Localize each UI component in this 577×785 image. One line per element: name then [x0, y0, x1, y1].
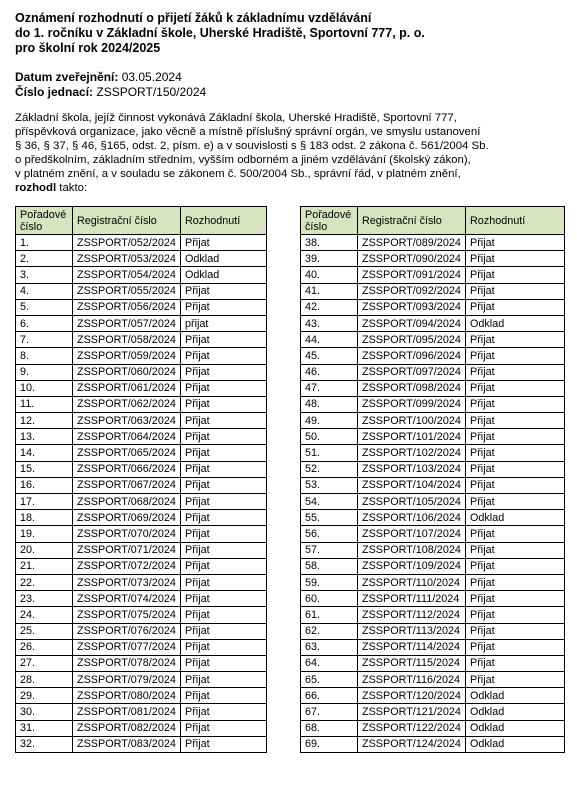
cell-decision: Přijat: [181, 639, 267, 655]
intro-paragraph: [15, 111, 563, 195]
table-header-row: [16, 207, 267, 235]
cell-order: 53.: [301, 477, 358, 493]
table-row: [16, 542, 267, 558]
header-decision: Rozhodnutí: [181, 207, 267, 235]
cell-decision: Přijat: [181, 283, 267, 299]
cell-decision: Přijat: [181, 574, 267, 590]
cell-registration: ZSSPORT/092/2024: [358, 283, 466, 299]
table-row: [301, 494, 565, 510]
cell-decision: Odklad: [466, 720, 565, 736]
table-row: [301, 510, 565, 526]
cell-registration: ZSSPORT/063/2024: [73, 413, 181, 429]
cell-decision: Přijat: [466, 396, 565, 412]
header-registration: Registrační číslo: [73, 207, 181, 235]
table-row: [16, 704, 267, 720]
table-row: [16, 283, 267, 299]
cell-order: 4.: [16, 283, 73, 299]
cell-registration: ZSSPORT/077/2024: [73, 639, 181, 655]
cell-decision: Přijat: [466, 607, 565, 623]
cell-registration: ZSSPORT/109/2024: [358, 558, 466, 574]
cell-order: 24.: [16, 607, 73, 623]
cell-decision: Odklad: [466, 315, 565, 331]
header-order: Pořadové číslo: [16, 207, 73, 235]
cell-registration: ZSSPORT/055/2024: [73, 283, 181, 299]
cell-order: 19.: [16, 526, 73, 542]
table-row: [301, 542, 565, 558]
table-row: [16, 429, 267, 445]
cell-order: 55.: [301, 510, 358, 526]
table-row: [16, 623, 267, 639]
published-date: [15, 70, 565, 85]
table-row: [16, 655, 267, 671]
cell-decision: Odklad: [181, 251, 267, 267]
cell-decision: Přijat: [181, 704, 267, 720]
cell-order: 50.: [301, 429, 358, 445]
cell-decision: Přijat: [181, 720, 267, 736]
cell-registration: ZSSPORT/069/2024: [73, 510, 181, 526]
table-row: [16, 607, 267, 623]
cell-registration: ZSSPORT/095/2024: [358, 332, 466, 348]
table-row: [16, 510, 267, 526]
table-row: [301, 704, 565, 720]
cell-registration: ZSSPORT/071/2024: [73, 542, 181, 558]
cell-order: 23.: [16, 591, 73, 607]
table-row: [16, 494, 267, 510]
cell-order: 46.: [301, 364, 358, 380]
cell-registration: ZSSPORT/079/2024: [73, 672, 181, 688]
cell-registration: ZSSPORT/061/2024: [73, 380, 181, 396]
intro-line: Základní škola, jejíž činnost vykonává Základní škola, Uherské Hradiště, Sportovní 777,: [15, 112, 457, 124]
cell-decision: Přijat: [466, 429, 565, 445]
cell-registration: ZSSPORT/064/2024: [73, 429, 181, 445]
cell-order: 8.: [16, 348, 73, 364]
table-row: [16, 477, 267, 493]
cell-registration: ZSSPORT/122/2024: [358, 720, 466, 736]
title-line: Oznámení rozhodnutí o přijetí žáků k základnímu vzdělávání: [15, 11, 372, 25]
cell-decision: Přijat: [466, 235, 565, 251]
table-row: [301, 445, 565, 461]
cell-decision: Přijat: [181, 494, 267, 510]
cell-order: 12.: [16, 413, 73, 429]
cell-order: 28.: [16, 672, 73, 688]
intro-line: § 36, § 37, § 46, §165, odst. 2, písm. e) a v souvislosti s § 183 odst. 2 zákona č. 561/2004 Sb.: [15, 140, 489, 152]
cell-decision: Přijat: [466, 639, 565, 655]
title-line: pro školní rok 2024/2025: [15, 41, 161, 55]
cell-order: 11.: [16, 396, 73, 412]
cell-order: 45.: [301, 348, 358, 364]
cell-order: 64.: [301, 655, 358, 671]
cell-registration: ZSSPORT/056/2024: [73, 299, 181, 315]
cell-registration: ZSSPORT/083/2024: [73, 736, 181, 752]
cell-decision: Přijat: [466, 283, 565, 299]
cell-registration: ZSSPORT/108/2024: [358, 542, 466, 558]
table-row: [16, 574, 267, 590]
cell-order: 32.: [16, 736, 73, 752]
table-row: [16, 299, 267, 315]
cell-decision: Přijat: [466, 655, 565, 671]
cell-registration: ZSSPORT/093/2024: [358, 299, 466, 315]
cell-registration: ZSSPORT/073/2024: [73, 574, 181, 590]
cell-order: 21.: [16, 558, 73, 574]
cell-registration: ZSSPORT/113/2024: [358, 623, 466, 639]
header-registration: Registrační číslo: [358, 207, 466, 235]
table-row: [301, 591, 565, 607]
cell-order: 30.: [16, 704, 73, 720]
cell-decision: Přijat: [181, 558, 267, 574]
cell-order: 9.: [16, 364, 73, 380]
cell-registration: ZSSPORT/070/2024: [73, 526, 181, 542]
cell-registration: ZSSPORT/099/2024: [358, 396, 466, 412]
cell-order: 62.: [301, 623, 358, 639]
cell-decision: Přijat: [466, 542, 565, 558]
table-row: [16, 736, 267, 752]
table-row: [16, 526, 267, 542]
table-row: [16, 380, 267, 396]
cell-decision: Přijat: [181, 380, 267, 396]
cell-registration: ZSSPORT/067/2024: [73, 477, 181, 493]
cell-decision: Přijat: [181, 429, 267, 445]
table-row: [301, 299, 565, 315]
cell-order: 67.: [301, 704, 358, 720]
table-row: [301, 736, 565, 752]
cell-order: 18.: [16, 510, 73, 526]
cell-decision: Přijat: [181, 688, 267, 704]
cell-decision: Přijat: [181, 736, 267, 752]
reference-label: Číslo jednací:: [15, 85, 94, 99]
cell-order: 43.: [301, 315, 358, 331]
document-meta: [15, 70, 565, 100]
cell-decision: přijat: [181, 315, 267, 331]
table-row: [16, 348, 267, 364]
cell-registration: ZSSPORT/100/2024: [358, 413, 466, 429]
cell-registration: ZSSPORT/090/2024: [358, 251, 466, 267]
cell-registration: ZSSPORT/098/2024: [358, 380, 466, 396]
cell-order: 29.: [16, 688, 73, 704]
table-row: [16, 591, 267, 607]
header-decision: Rozhodnutí: [466, 207, 565, 235]
cell-decision: Přijat: [466, 558, 565, 574]
reference-number: [15, 85, 565, 100]
cell-decision: Přijat: [181, 607, 267, 623]
cell-registration: ZSSPORT/094/2024: [358, 315, 466, 331]
cell-decision: Přijat: [466, 413, 565, 429]
cell-decision: Přijat: [466, 477, 565, 493]
cell-decision: Přijat: [181, 623, 267, 639]
cell-decision: Přijat: [181, 672, 267, 688]
cell-decision: Přijat: [466, 364, 565, 380]
cell-registration: ZSSPORT/116/2024: [358, 672, 466, 688]
table-row: [301, 396, 565, 412]
cell-decision: Přijat: [466, 445, 565, 461]
cell-order: 66.: [301, 688, 358, 704]
cell-order: 68.: [301, 720, 358, 736]
table-row: [301, 251, 565, 267]
cell-registration: ZSSPORT/065/2024: [73, 445, 181, 461]
table-row: [301, 526, 565, 542]
cell-order: 69.: [301, 736, 358, 752]
cell-order: 39.: [301, 251, 358, 267]
table-row: [301, 688, 565, 704]
document-title: [15, 11, 565, 56]
cell-decision: Odklad: [466, 510, 565, 526]
cell-registration: ZSSPORT/058/2024: [73, 332, 181, 348]
table-row: [301, 720, 565, 736]
cell-order: 2.: [16, 251, 73, 267]
cell-registration: ZSSPORT/124/2024: [358, 736, 466, 752]
cell-order: 27.: [16, 655, 73, 671]
cell-order: 40.: [301, 267, 358, 283]
cell-registration: ZSSPORT/066/2024: [73, 461, 181, 477]
table-row: [301, 429, 565, 445]
cell-registration: ZSSPORT/097/2024: [358, 364, 466, 380]
cell-order: 1.: [16, 235, 73, 251]
cell-decision: Přijat: [466, 251, 565, 267]
cell-decision: Přijat: [181, 332, 267, 348]
cell-order: 54.: [301, 494, 358, 510]
cell-order: 59.: [301, 574, 358, 590]
cell-order: 6.: [16, 315, 73, 331]
cell-decision: Odklad: [466, 704, 565, 720]
cell-order: 60.: [301, 591, 358, 607]
cell-decision: Přijat: [181, 510, 267, 526]
table-row: [301, 639, 565, 655]
cell-registration: ZSSPORT/120/2024: [358, 688, 466, 704]
cell-decision: Přijat: [466, 672, 565, 688]
cell-order: 25.: [16, 623, 73, 639]
cell-registration: ZSSPORT/062/2024: [73, 396, 181, 412]
cell-decision: Přijat: [466, 591, 565, 607]
table-row: [301, 235, 565, 251]
cell-decision: Přijat: [181, 445, 267, 461]
table-row: [301, 315, 565, 331]
cell-decision: Přijat: [466, 623, 565, 639]
cell-registration: ZSSPORT/107/2024: [358, 526, 466, 542]
cell-registration: ZSSPORT/074/2024: [73, 591, 181, 607]
cell-order: 41.: [301, 283, 358, 299]
cell-decision: Přijat: [181, 461, 267, 477]
intro-line: příspěvková organizace, jako věcně a místně příslušný správní orgán, ve smyslu ustanovení: [15, 126, 481, 138]
table-row: [16, 267, 267, 283]
table-row: [16, 720, 267, 736]
cell-registration: ZSSPORT/112/2024: [358, 607, 466, 623]
cell-registration: ZSSPORT/081/2024: [73, 704, 181, 720]
cell-registration: ZSSPORT/076/2024: [73, 623, 181, 639]
cell-order: 61.: [301, 607, 358, 623]
cell-registration: ZSSPORT/057/2024: [73, 315, 181, 331]
table-row: [301, 623, 565, 639]
cell-order: 57.: [301, 542, 358, 558]
cell-order: 17.: [16, 494, 73, 510]
table-row: [301, 267, 565, 283]
cell-decision: Přijat: [466, 494, 565, 510]
cell-order: 7.: [16, 332, 73, 348]
table-row: [301, 413, 565, 429]
cell-decision: Přijat: [181, 591, 267, 607]
cell-order: 58.: [301, 558, 358, 574]
cell-registration: ZSSPORT/101/2024: [358, 429, 466, 445]
cell-decision: Přijat: [181, 413, 267, 429]
cell-order: 48.: [301, 396, 358, 412]
cell-decision: Přijat: [181, 477, 267, 493]
cell-registration: ZSSPORT/080/2024: [73, 688, 181, 704]
table-header-row: [301, 207, 565, 235]
cell-registration: ZSSPORT/078/2024: [73, 655, 181, 671]
cell-registration: ZSSPORT/103/2024: [358, 461, 466, 477]
cell-decision: Přijat: [466, 380, 565, 396]
table-row: [16, 413, 267, 429]
cell-decision: Přijat: [466, 526, 565, 542]
cell-order: 49.: [301, 413, 358, 429]
cell-order: 20.: [16, 542, 73, 558]
intro-line: o předškolním, základním středním, vyšším odborném a jiném vzdělávání (školský zákon),: [15, 154, 471, 166]
cell-registration: ZSSPORT/082/2024: [73, 720, 181, 736]
table-row: [301, 672, 565, 688]
cell-order: 63.: [301, 639, 358, 655]
published-label: Datum zveřejnění:: [15, 70, 119, 84]
cell-registration: ZSSPORT/089/2024: [358, 235, 466, 251]
cell-order: 10.: [16, 380, 73, 396]
table-row: [301, 380, 565, 396]
cell-order: 14.: [16, 445, 73, 461]
cell-registration: ZSSPORT/105/2024: [358, 494, 466, 510]
cell-registration: ZSSPORT/072/2024: [73, 558, 181, 574]
cell-decision: Odklad: [466, 688, 565, 704]
cell-registration: ZSSPORT/075/2024: [73, 607, 181, 623]
cell-order: 52.: [301, 461, 358, 477]
cell-registration: ZSSPORT/059/2024: [73, 348, 181, 364]
decision-word: rozhodl: [15, 182, 57, 194]
cell-decision: Přijat: [181, 235, 267, 251]
header-order: Pořadové číslo: [301, 207, 358, 235]
cell-order: 22.: [16, 574, 73, 590]
title-line: do 1. ročníku v Základní škole, Uherské Hradiště, Sportovní 777, p. o.: [15, 26, 425, 40]
table-row: [301, 364, 565, 380]
cell-decision: Odklad: [466, 736, 565, 752]
cell-registration: ZSSPORT/121/2024: [358, 704, 466, 720]
table-row: [301, 574, 565, 590]
cell-order: 15.: [16, 461, 73, 477]
table-row: [16, 315, 267, 331]
cell-order: 56.: [301, 526, 358, 542]
table-row: [301, 283, 565, 299]
cell-decision: Přijat: [466, 574, 565, 590]
cell-registration: ZSSPORT/068/2024: [73, 494, 181, 510]
table-row: [16, 461, 267, 477]
table-row: [16, 332, 267, 348]
cell-registration: ZSSPORT/115/2024: [358, 655, 466, 671]
cell-decision: Přijat: [181, 655, 267, 671]
cell-decision: Přijat: [181, 542, 267, 558]
reference-value: ZSSPORT/150/2024: [96, 85, 207, 99]
table-row: [301, 655, 565, 671]
intro-line: [15, 181, 563, 195]
table-row: [16, 235, 267, 251]
table-row: [16, 396, 267, 412]
table-row: [16, 364, 267, 380]
cell-order: 47.: [301, 380, 358, 396]
cell-decision: Přijat: [181, 364, 267, 380]
cell-registration: ZSSPORT/104/2024: [358, 477, 466, 493]
table-row: [16, 445, 267, 461]
table-row: [301, 607, 565, 623]
cell-decision: Přijat: [466, 348, 565, 364]
table-row: [301, 332, 565, 348]
cell-order: 16.: [16, 477, 73, 493]
cell-decision: Přijat: [181, 299, 267, 315]
cell-order: 65.: [301, 672, 358, 688]
cell-order: 42.: [301, 299, 358, 315]
cell-decision: Odklad: [181, 267, 267, 283]
table-row: [16, 672, 267, 688]
cell-order: 44.: [301, 332, 358, 348]
cell-registration: ZSSPORT/114/2024: [358, 639, 466, 655]
cell-order: 38.: [301, 235, 358, 251]
cell-registration: ZSSPORT/106/2024: [358, 510, 466, 526]
cell-order: 51.: [301, 445, 358, 461]
table-row: [301, 477, 565, 493]
table-row: [16, 251, 267, 267]
results-table-right: [300, 206, 565, 753]
table-row: [301, 348, 565, 364]
cell-order: 5.: [16, 299, 73, 315]
cell-decision: Přijat: [466, 267, 565, 283]
intro-line-rest: takto:: [56, 182, 88, 194]
cell-decision: Přijat: [466, 461, 565, 477]
results-table-left: [15, 206, 267, 753]
cell-order: 13.: [16, 429, 73, 445]
cell-order: 3.: [16, 267, 73, 283]
cell-decision: Přijat: [466, 332, 565, 348]
cell-registration: ZSSPORT/054/2024: [73, 267, 181, 283]
intro-line: v platném znění, a v souladu se zákonem č. 500/2004 Sb., správní řád, v platném znění,: [15, 168, 461, 180]
table-row: [301, 461, 565, 477]
cell-registration: ZSSPORT/096/2024: [358, 348, 466, 364]
cell-decision: Přijat: [466, 299, 565, 315]
cell-registration: ZSSPORT/110/2024: [358, 574, 466, 590]
table-row: [16, 688, 267, 704]
cell-decision: Přijat: [181, 396, 267, 412]
table-row: [301, 558, 565, 574]
cell-order: 26.: [16, 639, 73, 655]
cell-decision: Přijat: [181, 526, 267, 542]
table-row: [16, 639, 267, 655]
cell-registration: ZSSPORT/091/2024: [358, 267, 466, 283]
cell-registration: ZSSPORT/052/2024: [73, 235, 181, 251]
cell-registration: ZSSPORT/060/2024: [73, 364, 181, 380]
published-value: 03.05.2024: [121, 70, 182, 84]
cell-registration: ZSSPORT/053/2024: [73, 251, 181, 267]
cell-registration: ZSSPORT/111/2024: [358, 591, 466, 607]
table-row: [16, 558, 267, 574]
cell-registration: ZSSPORT/102/2024: [358, 445, 466, 461]
cell-decision: Přijat: [181, 348, 267, 364]
cell-order: 31.: [16, 720, 73, 736]
